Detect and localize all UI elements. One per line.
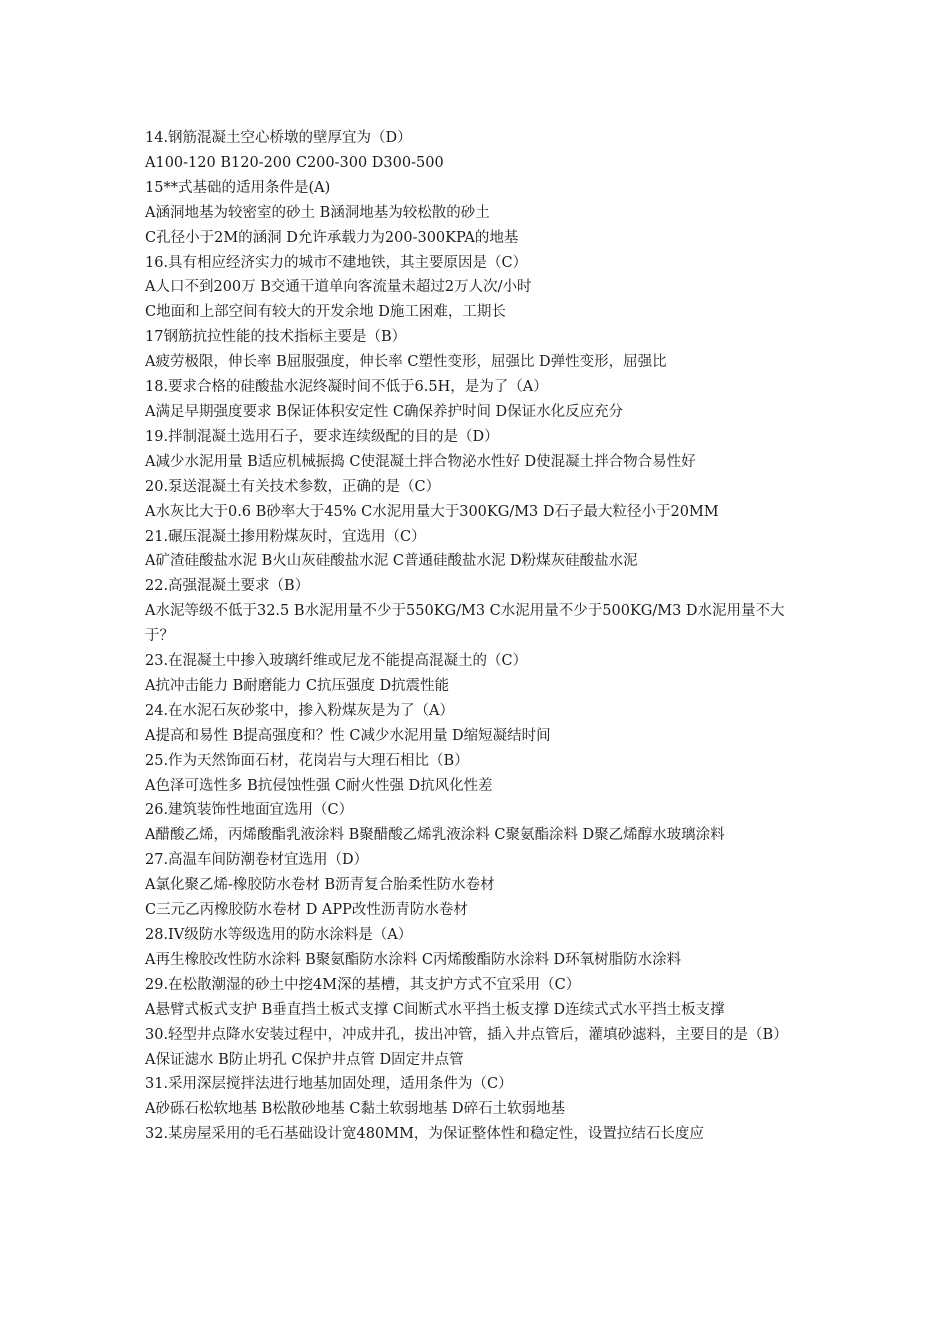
question-19-options: A减少水泥用量 B适应机械振捣 C使混凝土拌合物泌水性好 D使混凝土拌合物合易性好	[145, 453, 696, 470]
question-25: 25.作为天然饰面石材，花岗岩与大理石相比（B）	[145, 752, 469, 769]
question-32: 32.某房屋采用的毛石基础设计宽480MM，为保证整体性和稳定性，设置拉结石长度应	[145, 1126, 704, 1143]
question-26: 26.建筑装饰性地面宜选用（C）	[145, 802, 354, 819]
question-16: 16.具有相应经济实力的城市不建地铁，其主要原因是（C）	[145, 254, 528, 271]
question-27: 27.高温车间防潮卷材宜选用（D）	[145, 852, 369, 869]
question-15-options-cd: C孔径小于2M的涵洞 D允许承载力为200-300KPA的地基	[145, 229, 519, 246]
question-17-options: A疲劳极限，伸长率 B屈服强度，伸长率 C塑性变形，屈强比 D弹性变形，屈强比	[145, 354, 667, 371]
question-30: 30.轻型井点降水安装过程中，冲成井孔，拔出冲管，插入井点管后，灌填砂滤料，主要目的是（B）	[145, 1026, 788, 1043]
question-22: 22.高强混凝土要求（B）	[145, 578, 310, 595]
question-18: 18.要求合格的硅酸盐水泥终凝时间不低于6.5H，是为了（A）	[145, 379, 548, 396]
question-29: 29.在松散潮湿的砂土中挖4M深的基槽，其支护方式不宜采用（C）	[145, 976, 581, 993]
question-21-options: A矿渣硅酸盐水泥 B火山灰硅酸盐水泥 C普通硅酸盐水泥 D粉煤灰硅酸盐水泥	[145, 553, 638, 570]
question-16-options-ab: A人口不到200万 B交通干道单向客流量未超过2万人次/小时	[145, 279, 532, 296]
question-21: 21.碾压混凝土掺用粉煤灰时，宜选用（C）	[145, 528, 426, 545]
question-23-options: A抗冲击能力 B耐磨能力 C抗压强度 D抗震性能	[145, 677, 450, 694]
question-22-options: A水泥等级不低于32.5 B水泥用量不少于550KG/M3 C水泥用量不少于500KG/M3 D水泥用量不大于？	[145, 603, 785, 645]
question-17: 17钢筋抗拉性能的技术指标主要是（B）	[145, 329, 407, 346]
question-27-options-ab: A氯化聚乙烯-橡胶防水卷材 B沥青复合胎柔性防水卷材	[145, 877, 495, 894]
question-26-options: A醋酸乙烯，丙烯酸酯乳液涂料 B聚醋酸乙烯乳液涂料 C聚氨酯涂料 D聚乙烯醇水玻璃涂料	[145, 827, 725, 844]
question-24-options: A提高和易性 B提高强度和？性 C减少水泥用量 D缩短凝结时间	[145, 727, 551, 744]
question-20: 20.泵送混凝土有关技术参数，正确的是（C）	[145, 478, 441, 495]
document-body	[145, 126, 810, 1147]
question-15: 15**式基础的适用条件是(A)	[145, 179, 331, 196]
question-31-options: A砂砾石松软地基 B松散砂地基 C黏土软弱地基 D碎石土软弱地基	[145, 1101, 566, 1118]
question-27-options-cd: C三元乙丙橡胶防水卷材 D APP改性沥青防水卷材	[145, 902, 468, 919]
question-28-options: A再生橡胶改性防水涂料 B聚氨酯防水涂料 C丙烯酸酯防水涂料 D环氧树脂防水涂料	[145, 951, 682, 968]
question-16-options-cd: C地面和上部空间有较大的开发余地 D施工困难，工期长	[145, 304, 506, 321]
question-14: 14.钢筋混凝土空心桥墩的壁厚宜为（D）	[145, 130, 412, 146]
question-15-options-ab: A涵洞地基为较密室的砂土 B涵洞地基为较松散的砂土	[145, 204, 490, 221]
question-20-options: A水灰比大于0.6 B砂率大于45% C水泥用量大于300KG/M3 D石子最大粒径小于20MM	[145, 503, 719, 520]
question-31: 31.采用深层搅拌法进行地基加固处理，适用条件为（C）	[145, 1076, 513, 1093]
question-23: 23.在混凝土中掺入玻璃纤维或尼龙不能提高混凝土的（C）	[145, 653, 528, 670]
question-14-options: A100-120 B120-200 C200-300 D300-500	[145, 154, 444, 171]
question-29-options: A悬臂式板式支护 B垂直挡土板式支撑 C间断式水平挡土板支撑 D连续式式水平挡土板支撑	[145, 1001, 725, 1018]
question-24: 24.在水泥石灰砂浆中，掺入粉煤灰是为了（A）	[145, 702, 455, 719]
question-25-options: A色泽可选性多 B抗侵蚀性强 C耐火性强 D抗风化性差	[145, 777, 493, 794]
question-28: 28.IV级防水等级选用的防水涂料是（A）	[145, 927, 413, 943]
question-19: 19.拌制混凝土选用石子，要求连续级配的目的是（D）	[145, 428, 499, 445]
question-30-options: A保证滤水 B防止坍孔 C保护井点管 D固定井点管	[145, 1051, 464, 1068]
question-18-options: A满足早期强度要求 B保证体积安定性 C确保养护时间 D保证水化反应充分	[145, 403, 624, 420]
